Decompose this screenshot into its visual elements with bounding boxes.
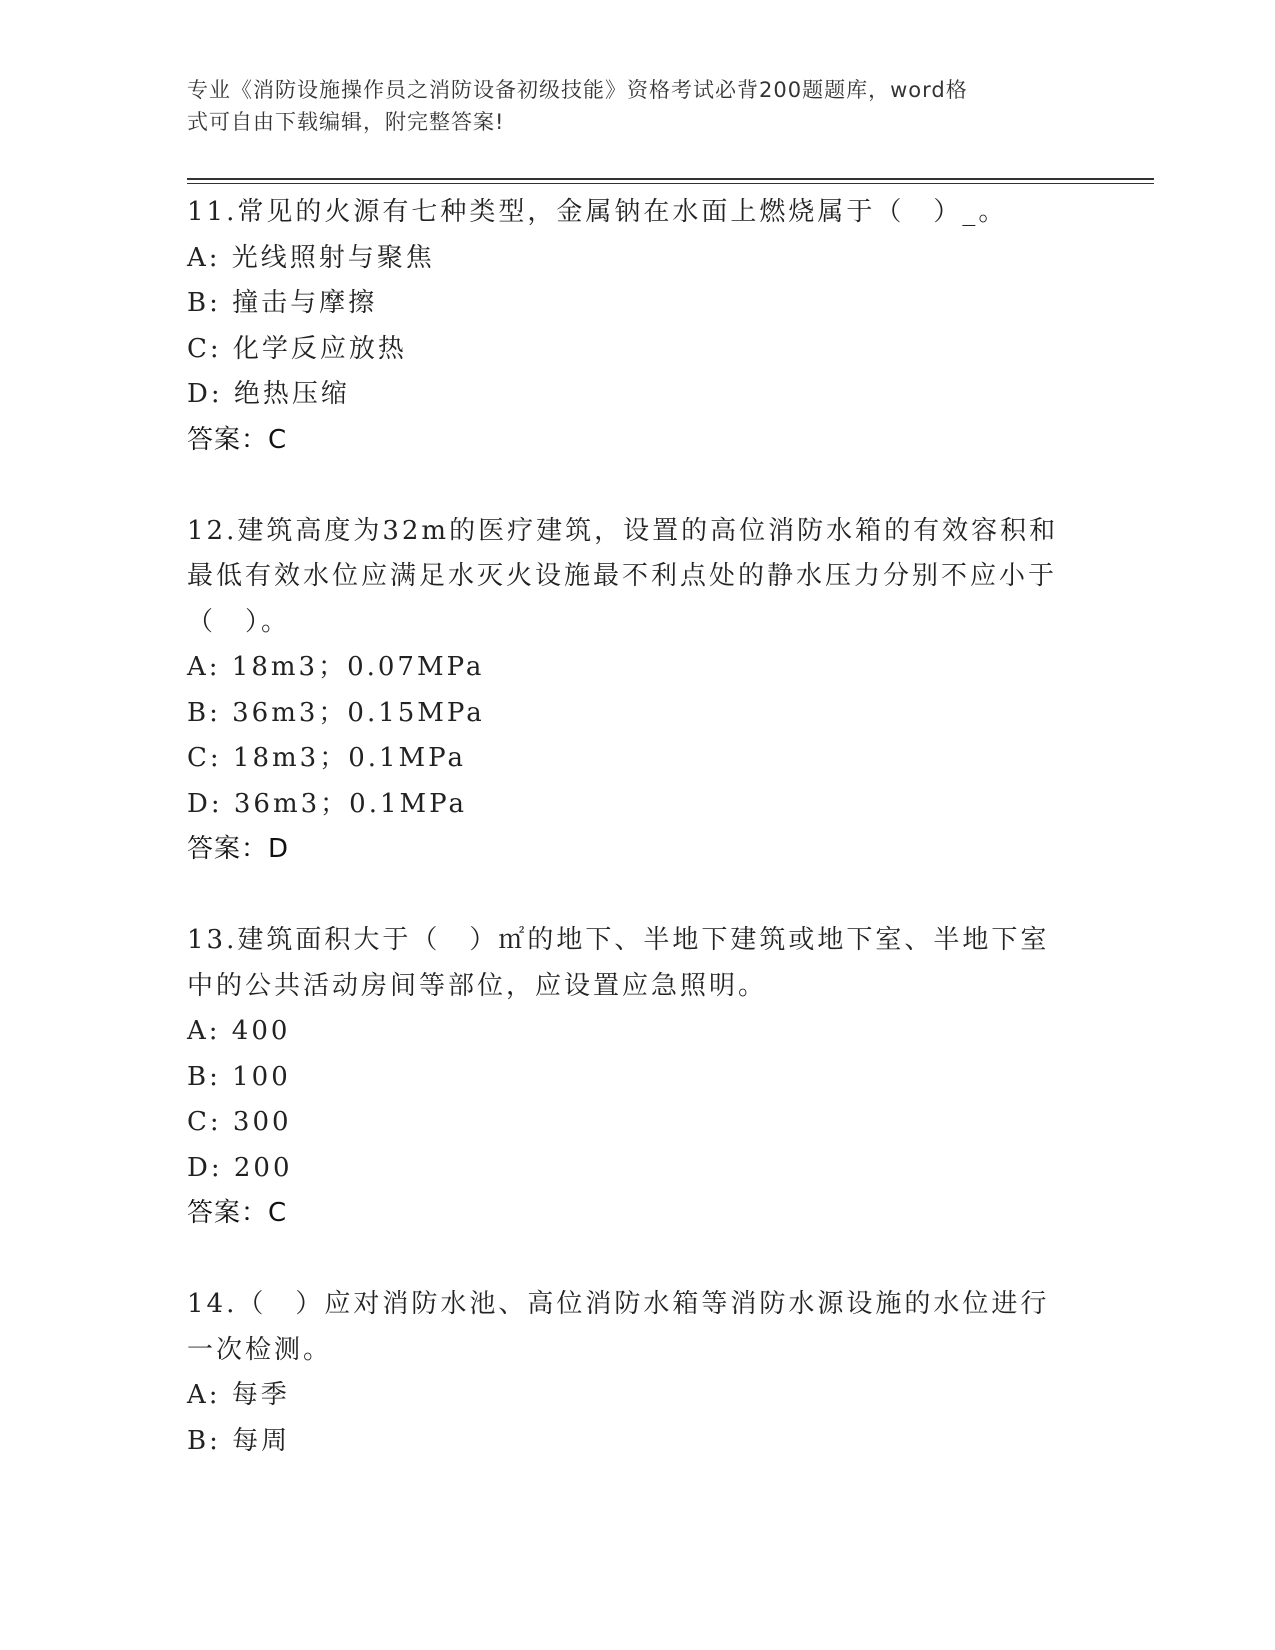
question-13 (187, 918, 1067, 1236)
document-header (187, 74, 1067, 138)
option-d: D: 36m3；0.1MPa (187, 788, 467, 819)
option-d: D: 200 (187, 1152, 293, 1183)
header-line-1: 专业《消防设施操作员之消防设备初级技能》资格考试必背200题题库，word格 (187, 78, 968, 102)
option-c: C: 化学反应放热 (187, 333, 407, 364)
question-12 (187, 509, 1067, 873)
option-a: A: 400 (187, 1016, 291, 1046)
question-14 (187, 1282, 1067, 1464)
option-b: B: 36m3；0.15MPa (187, 697, 485, 728)
option-c: C: 18m3；0.1MPa (187, 743, 466, 773)
answer: 答案：D (187, 834, 290, 864)
option-a: A: 光线照射与聚焦 (187, 242, 435, 273)
option-b: B: 100 (187, 1061, 291, 1092)
header-divider-thick (187, 178, 1154, 180)
answer: 答案：C (187, 424, 288, 455)
question-stem: 14.（ ）应对消防水池、高位消防水箱等消防水源设施的水位进行一次检测。 (187, 1289, 1050, 1365)
question-stem: 12.建筑高度为32m的医疗建筑，设置的高位消防水箱的有效容积和最低有效水位应满足水灭火设施最不利点处的静水压力分别不应小于（ ）。 (187, 515, 1059, 637)
option-a: A: 每季 (187, 1380, 290, 1410)
option-a: A: 18m3；0.07MPa (187, 652, 485, 682)
option-c: C: 300 (187, 1107, 292, 1137)
option-b: B: 撞击与摩擦 (187, 288, 378, 318)
question-11 (187, 190, 1067, 463)
question-stem: 13.建筑面积大于（ ）㎡的地下、半地下建筑或地下室、半地下室中的公共活动房间等部位，应设置应急照明。 (187, 925, 1050, 1001)
header-divider-thin (187, 183, 1154, 184)
question-list (187, 190, 1067, 1510)
option-d: D: 绝热压缩 (187, 379, 350, 409)
answer: 答案：C (187, 1198, 288, 1228)
header-line-2: 式可自由下载编辑，附完整答案! (187, 110, 505, 134)
option-b: B: 每周 (187, 1425, 291, 1456)
question-stem: 11.常见的火源有七种类型，金属钠在水面上燃烧属于（ ）_。 (187, 197, 1008, 227)
